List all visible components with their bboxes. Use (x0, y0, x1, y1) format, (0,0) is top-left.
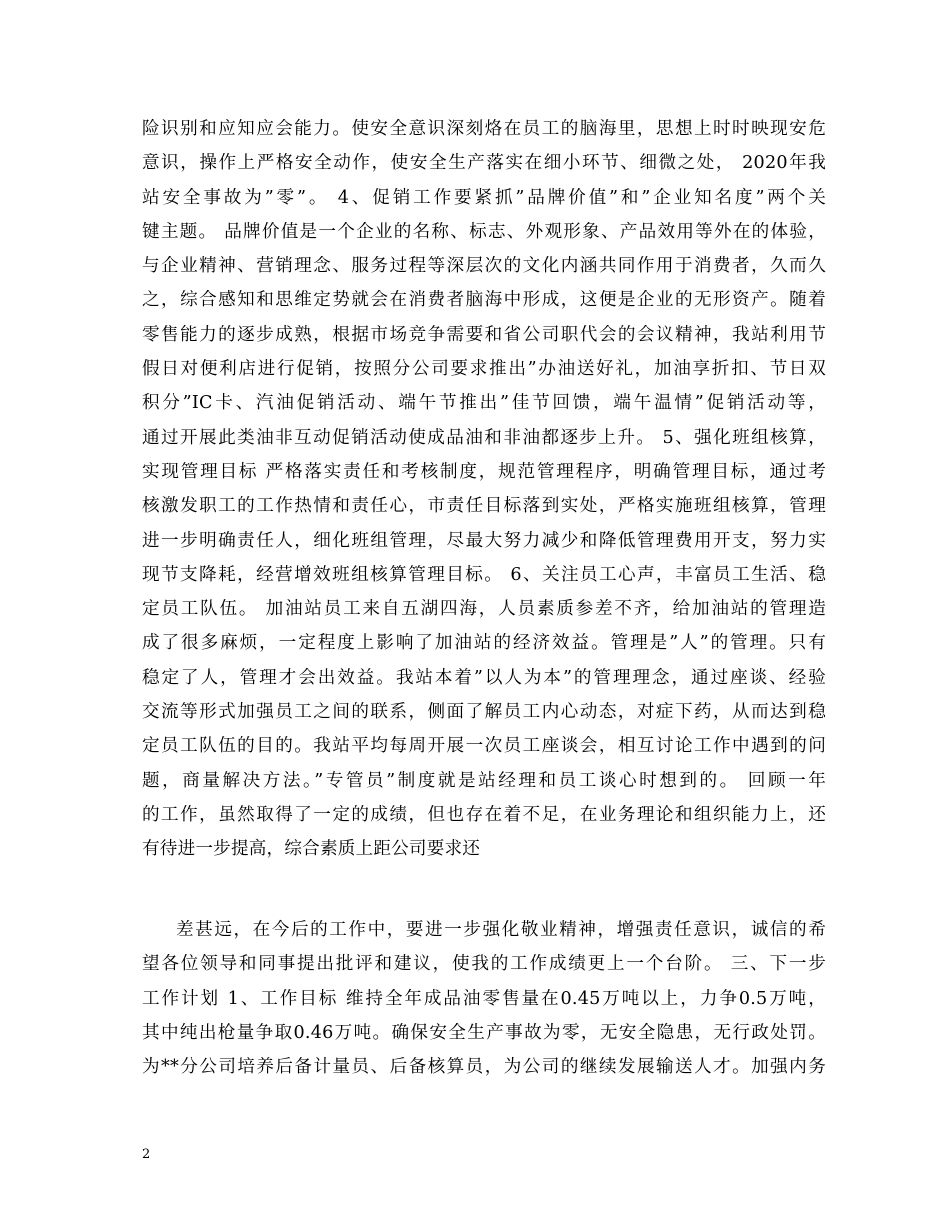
text-line: 定员工队伍。 加油站员工来自五湖四海，人员素质参差不齐，给加油站的管理造 (142, 599, 826, 620)
text-line: 核激发职工的工作热情和责任心，市责任目标落到实处，严格实施班组核算，管理 (142, 496, 826, 517)
text-line: 与企业精神、营销理念、服务过程等深层次的文化内涵共同作用于消费者，久而久 (142, 256, 826, 277)
text-line: 险识别和应知应会能力。使安全意识深刻烙在员工的脑海里，思想上时时映现安危 (142, 119, 826, 139)
text-line: 实现管理目标 严格落实责任和考核制度，规范管理程序，明确管理目标，通过考 (142, 461, 826, 482)
text-line: 工作计划 1、工作目标 维持全年成品油零售量在0.45万吨以上，力争0.5万吨， (142, 988, 826, 1009)
text-line: 现节支降耗，经营增效班组核算管理目标。 6、关注员工心声，丰富员工生活、稳 (142, 564, 826, 585)
text-line: 交流等形式加强员工之间的联系，侧面了解员工内心动态，对症下药，从而达到稳 (142, 702, 826, 723)
text-line: 进一步明确责任人，细化班组管理，尽最大努力减少和降低管理费用开支，努力实 (142, 530, 826, 551)
page-number: 2 (142, 1147, 151, 1162)
text-line: 题，商量解决方法。”专管员”制度就是站经理和员工谈心时想到的。 回顾一年 (142, 770, 826, 791)
text-line: 之，综合感知和思维定势就会在消费者脑海中形成，这便是企业的无形资产。随着 (142, 290, 826, 311)
text-line: 假日对便利店进行促销，按照分公司要求推出”办油送好礼，加油享折扣、节日双 (142, 359, 826, 380)
text-line: 键主题。 品牌价值是一个企业的名称、标志、外观形象、产品效用等外在的体验， (142, 221, 826, 242)
body-paragraph-1 (142, 112, 826, 867)
text-line: 差甚远，在今后的工作中，要进一步强化敬业精神，增强责任意识，诚信的希 (176, 920, 826, 940)
text-line: 成了很多麻烦，一定程度上影响了加油站的经济效益。管理是”人”的管理。只有 (142, 633, 826, 654)
text-line: 望各位领导和同事提出批评和建议，使我的工作成绩更上一个台阶。 三、下一步 (142, 954, 826, 975)
text-line: 的工作，虽然取得了一定的成绩，但也存在着不足，在业务理论和组织能力上，还 (142, 804, 826, 825)
text-line: 积分”IC卡、汽油促销活动、端午节推出”佳节回馈，端午温情”促销活动等， (142, 393, 826, 414)
text-line: 定员工队伍的目的。我站平均每周开展一次员工座谈会，相互讨论工作中遇到的问 (142, 736, 826, 757)
text-line: 意识，操作上严格安全动作，使安全生产落实在细小环节、细微之处， 2020年我 (142, 153, 826, 174)
text-line: 零售能力的逐步成熟，根据市场竞争需要和省公司职代会的会议精神，我站利用节 (142, 324, 826, 345)
text-line: 为**分公司培养后备计量员、后备核算员，为公司的继续发展输送人才。加强内务 (142, 1057, 826, 1078)
body-paragraph-2 (142, 913, 826, 1084)
text-line: 其中纯出枪量争取0.46万吨。确保安全生产事故为零，无安全隐患，无行政处罚。 (142, 1022, 826, 1043)
text-line: 稳定了人，管理才会出效益。我站本着”以人为本”的管理理念，通过座谈、经验 (142, 667, 826, 688)
text-line: 有待进一步提高，综合素质上距公司要求还 (142, 839, 481, 860)
text-line: 站安全事故为”零”。 4、促销工作要紧抓”品牌价值”和”企业知名度”两个关 (142, 187, 826, 208)
text-line: 通过开展此类油非互动促销活动使成品油和非油都逐步上升。 5、强化班组核算， (142, 427, 826, 448)
